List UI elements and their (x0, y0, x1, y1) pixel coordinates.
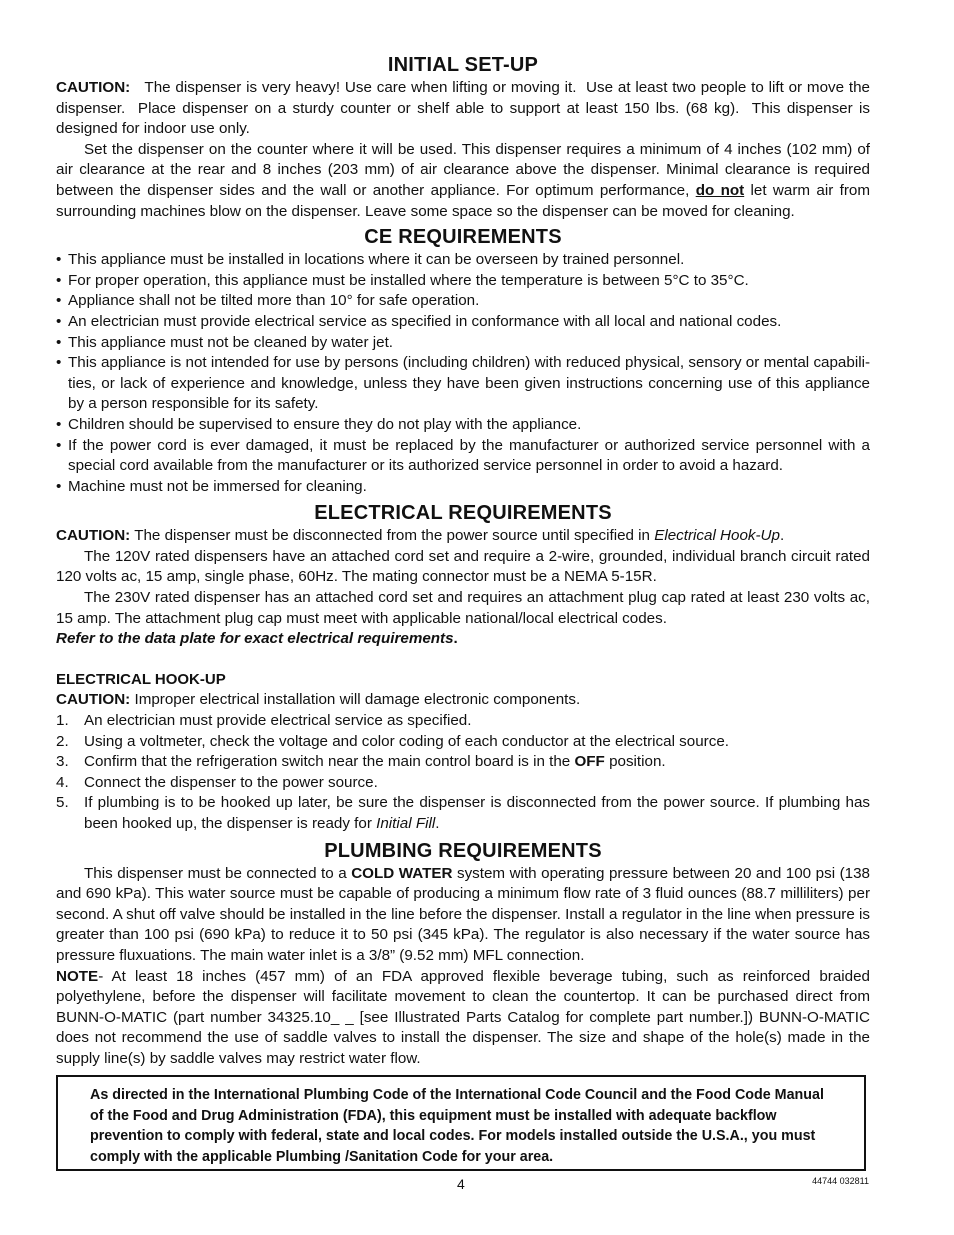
list-item (56, 793, 870, 834)
data-plate-note (56, 629, 870, 650)
clearance-text-a: Set the dispenser on the counter where it will be used. This dispenser requires a minimum of 4 inches (102 mm) of air clearance at the rear and 8 inches (203 mm) of air clearance above the dispenser. Minimal clearance is required between the dispenser sides and the wall or another appliance. For optimum performance, (56, 140, 870, 199)
backflow-notice-text: As directed in the International Plumbing Code of the International Code Council and the Food Code Manual of the Food and Drug Administration (FDA), this equipment must be installed with adequate backflow prevention to comply with federal, state and local codes. For models installed outside the U.S.A., you must comply with the applicable Plumbing /Sanitation Code for your area. (90, 1087, 824, 1165)
list-item: • An electrician must provide electrical service as specified in conformance with all local and national codes. (56, 312, 870, 333)
initial-setup-caution (56, 78, 875, 140)
caution-reference: Electrical Hook-Up (654, 527, 780, 545)
caution-end: . (779, 527, 785, 545)
list-item: • If the power cord is ever damaged, it must be replaced by the manufacturer or authorized service personnel with a special cord available from the manufacturer or its authorized service personnel in order to avoid a hazard. (56, 436, 870, 477)
list-item: • This appliance must not be cleaned by water jet. (56, 333, 870, 354)
step-number: 1. (56, 712, 69, 730)
list-item: • Children should be supervised to ensure they do not play with the appliance. (56, 415, 870, 436)
initial-setup-clearance (56, 140, 870, 222)
list-item: • Machine must not be immersed for cleaning. (56, 477, 870, 498)
note-text: - At least 18 inches (457 mm) of an FDA approved flexible beverage tubing, such as reinforced braided polyethylene, before the dispenser will facilitate movement to clean the countertop. It can be purchased direct from BUNN-O-MATIC (part number 34325.10_ _ [see Illustrated Parts Catalog for complete part number.]) BUNN-O-MATIC does not recommend the use of saddle valves to install the dispenser. The size and shape of the hole(s) made in the supply line(s) by saddle valves may restrict water flow. (56, 967, 870, 1067)
step-text-end: . (435, 815, 440, 832)
step-reference: Initial Fill (376, 815, 436, 832)
plumbing-paragraph (56, 864, 870, 967)
data-plate-text: Refer to the data plate for exact electrical requirements (56, 630, 454, 648)
caution-text: The dispenser is very heavy! Use care when lifting or moving it. Use at least two people to lift or move the dispenser. Place dispenser on a sturdy counter or shelf able to support at least 150 lbs. (68 kg). This dispenser is designed for indoor use only. (56, 79, 875, 138)
electrical-caution (56, 526, 870, 547)
electrical-requirements-section (56, 500, 870, 650)
electrical-hookup-section (56, 670, 870, 835)
step-number: 2. (56, 732, 69, 750)
step-text: Connect the dispenser to the power source. (84, 773, 378, 791)
step-number: 3. (56, 753, 69, 771)
plumbing-requirements-heading: PLUMBING REQUIREMENTS (324, 839, 602, 862)
caution-text: The dispenser must be disconnected from the power source until specified in (130, 527, 655, 545)
list-item: • Appliance shall not be tilted more than 10° for safe operation. (56, 291, 870, 312)
electrical-120v-paragraph: The 120V rated dispensers have an attached cord set and require a 2-wire, grounded, individual branch circuit rated 120 volts ac, 15 amp, single phase, 60Hz. The mating connector must be a NEMA 5-15R. (56, 547, 870, 586)
step-emphasis: OFF (574, 753, 605, 771)
manual-page (56, 52, 875, 1070)
note-label: NOTE (56, 967, 99, 985)
section-spacer (56, 650, 870, 670)
plumbing-emphasis: COLD WATER (351, 864, 453, 882)
ce-requirements-list (56, 250, 870, 497)
caution-label: CAUTION: (56, 691, 131, 709)
plumbing-text-a: This dispenser must be connected to a (84, 864, 352, 882)
hookup-caution (56, 690, 870, 711)
list-item (56, 711, 870, 732)
plumbing-text-b: system with operating pressure between 20 and 100 psi (138 and 690 kPa). This water source must be capable of producing a minimum flow rate of 3 fluid ounces (88.7 milliliters) per second. A shut off valve should be installed in the line before the dispenser. Install a regulator in the line when pressure is greater than 100 psi (690 kPa) to reduce it to 50 psi (345 kPa). The regulator is also necessary if the water source has pressure fluxuations. The main water inlet is a 3/8” (9.52 mm) MFL connection. (56, 864, 870, 964)
step-number: 4. (56, 773, 69, 791)
step-text: If plumbing is to be hooked up later, be sure the dispenser is disconnected from the power source. If plumbing has been hooked up, the dispenser is ready for (84, 794, 870, 832)
ce-requirements-heading: CE REQUIREMENTS (364, 226, 562, 249)
list-item (56, 773, 870, 794)
electrical-230v-paragraph: The 230V rated dispenser has an attached cord set and requires an attachment plug cap rated at least 230 volts ac, 15 amp. The attachment plug cap must meet with applicable national/local electrical codes. (56, 589, 870, 627)
page-number: 4 (457, 1176, 465, 1192)
plumbing-requirements-section (56, 838, 870, 1070)
ce-requirements-section (56, 224, 870, 497)
caution-label: CAUTION: (56, 79, 131, 96)
backflow-notice-box (56, 1075, 866, 1171)
step-number: 5. (56, 794, 69, 812)
clearance-text-b: let warm air from surrounding machines blow on the dispenser. Leave some space so the dispenser can be moved for cleaning. (56, 181, 870, 220)
data-plate-end: . (453, 630, 458, 648)
list-item (56, 752, 870, 773)
step-text: Confirm that the refrigeration switch near the main control board is in the (84, 753, 575, 771)
document-number: 44744 032811 (812, 1176, 869, 1186)
list-item: • For proper operation, this appliance must be installed where the temperature is between 5°C to 35°C. (56, 271, 870, 292)
plumbing-note (56, 967, 870, 1070)
step-text: An electrician must provide electrical service as specified. (84, 712, 472, 730)
electrical-requirements-heading: ELECTRICAL REQUIREMENTS (314, 502, 612, 525)
caution-label: CAUTION: (56, 527, 131, 545)
list-item: • This appliance must be installed in locations where it can be overseen by trained personnel. (56, 250, 870, 271)
list-item (56, 732, 870, 753)
list-item: • This appliance is not intended for use by persons (including children) with reduced physical, sensory or mental capabili-ties, or lack of experience and knowledge, unless they have been given instructions concerning use of this appliance by a person responsible for its safety. (56, 353, 870, 415)
step-text: Using a voltmeter, check the voltage and color coding of each conductor at the electrical source. (84, 732, 729, 750)
step-text-end: position. (604, 753, 666, 771)
electrical-hookup-heading: ELECTRICAL HOOK-UP (56, 670, 226, 688)
caution-text: Improper electrical installation will damage electronic components. (130, 691, 581, 709)
initial-setup-section (56, 52, 875, 222)
clearance-emphasis: do not (695, 181, 745, 199)
hookup-steps (56, 711, 870, 835)
initial-setup-heading: INITIAL SET-UP (387, 54, 539, 76)
